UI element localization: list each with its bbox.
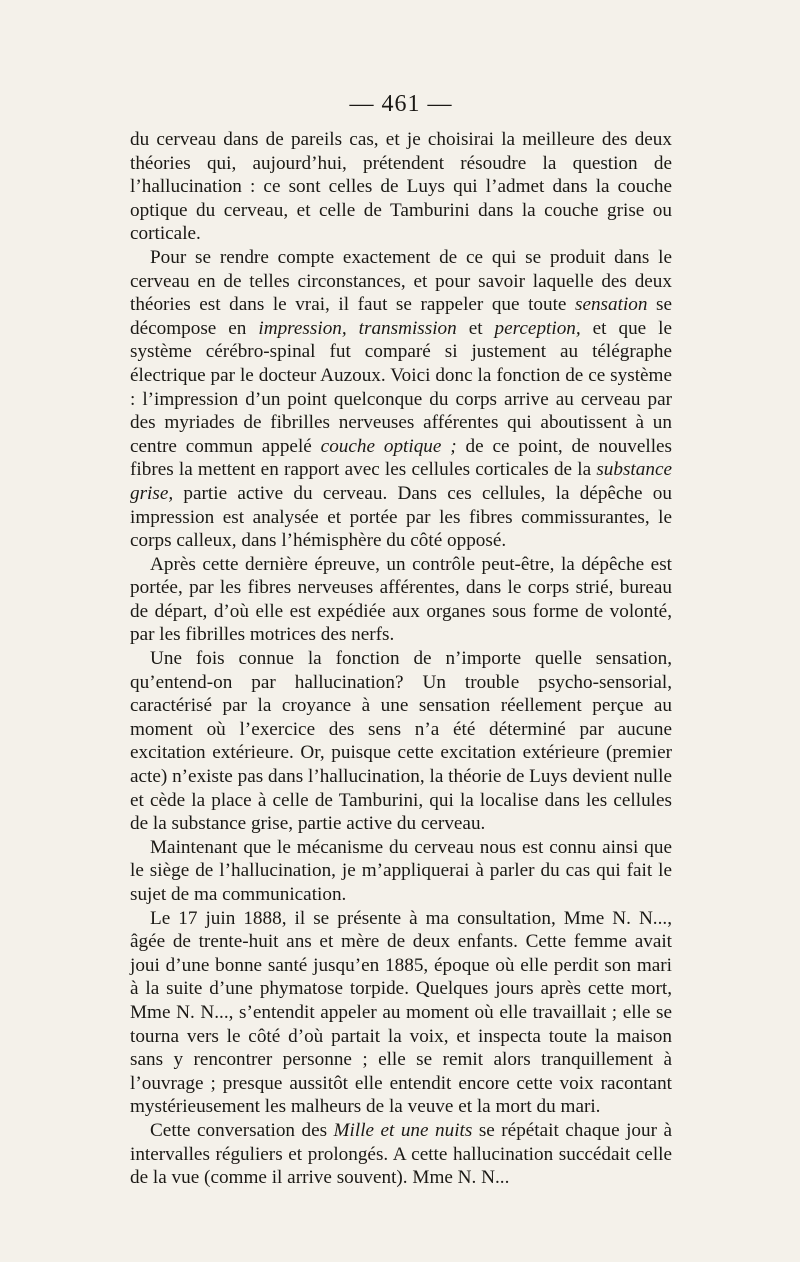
text-run: Pour se rendre compte exactement de ce qui se produit dans le cerveau en de telles circonstances, et pour savoir laquelle des deux théories est dans le vrai, il faut se rappeler que toute — [130, 246, 672, 316]
paragraph — [130, 128, 672, 246]
paragraph — [130, 1119, 672, 1190]
italic-text: couche optique ; — [320, 435, 457, 457]
paragraph — [130, 907, 672, 1119]
paragraph — [130, 836, 672, 907]
italic-text: substance grise, — [130, 459, 672, 504]
italic-text: impression, transmission — [258, 317, 457, 339]
paragraph — [130, 553, 672, 647]
text-run: Cette conversation des — [150, 1119, 334, 1141]
text-run: du cerveau dans de pareils cas, et je choisirai la meilleure des deux théories qui, aujourd’hui, prétendent résoudre la question de l’hallucination : ce sont celles de Luys qui l’admet dans la couche optique du cerveau, et celle de Tamburini dans la couche grise ou corticale. — [130, 129, 672, 245]
text-run: se répétait chaque jour à intervalles réguliers et prolongés. A cette hallucination succédait celle de la vue (comme il arrive souvent). Mme N. N... — [130, 1119, 672, 1189]
page-number: — 461 — — [349, 91, 453, 117]
text-run: se décompose en — [130, 294, 673, 339]
text-run: et — [456, 317, 495, 339]
text-run: et que le système cérébro-spinal fut comparé si justement au télégraphe électrique par le docteur Auzoux. Voici donc la fonction de ce système : l’impression d’un point quelconque du corps arrive au cerveau par des myriades de fibrilles nerveuses afférentes qui aboutissent à un centre commun appelé — [130, 317, 672, 457]
italic-text: Mille et une nuits — [333, 1119, 473, 1141]
text-run: Après cette dernière épreuve, un contrôle peut-être, la dépêche est portée, par les fibres nerveuses afférentes, dans le corps strié, bureau de départ, d’où elle est expédiée aux organes sous forme de volonté, par les fibrilles motrices des nerfs. — [130, 553, 672, 646]
text-run: Le 17 juin 1888, il se présente à ma consultation, Mme N. N..., âgée de trente-huit ans et mère de deux enfants. Cette femme avait joui d’une bonne santé jusqu’en 1885, époque où elle perdit son mari à la suite d’une phymatose torpide. Quelques jours après cette mort, Mme N. N..., s’entendit appeler au moment où elle travaillait ; elle se tourna vers le côté d’où partait la voix, et inspecta toute la maison sans y rencontrer personne ; elle se remit alors tranquillement à l’ouvrage ; presque aussitôt elle entendit encore cette voix racontant mystérieusement les malheurs de la veuve et la mort du mari. — [130, 907, 672, 1118]
text-run: Maintenant que le mécanisme du cerveau nous est connu ainsi que le siège de l’hallucination, je m’appliquerai à parler du cas qui fait le sujet de ma communication. — [130, 836, 672, 905]
text-run: de ce point, de nouvelles fibres la mettent en rapport avec les cellules corticales de la — [130, 435, 673, 481]
text-run: partie active du cerveau. Dans ces cellules, la dépêche ou impression est analysée et portée par les fibres commissurantes, le corps calleux, dans l’hémisphère du côté opposé. — [130, 482, 672, 552]
italic-text: perception, — [494, 317, 581, 339]
text-run: Une fois connue la fonction de n’importe quelle sensation, qu’entend-on par hallucination? Un trouble psycho-sensorial, caractérisé par la croyance à une sensation réellement perçue au moment où l’exercice des sens n’a été déterminé par aucune excitation extérieure. Or, puisque cette excitation extérieure (premier acte) n’existe pas dans l’hallucination, la théorie de Luys devient nulle et cède la place à celle de Tamburini, qui la localise dans les cellules de la substance grise, partie active du cerveau. — [130, 648, 672, 835]
paragraph — [130, 647, 672, 836]
italic-text: sensation — [574, 294, 648, 316]
paragraph — [130, 246, 672, 553]
body-text — [130, 128, 672, 1190]
